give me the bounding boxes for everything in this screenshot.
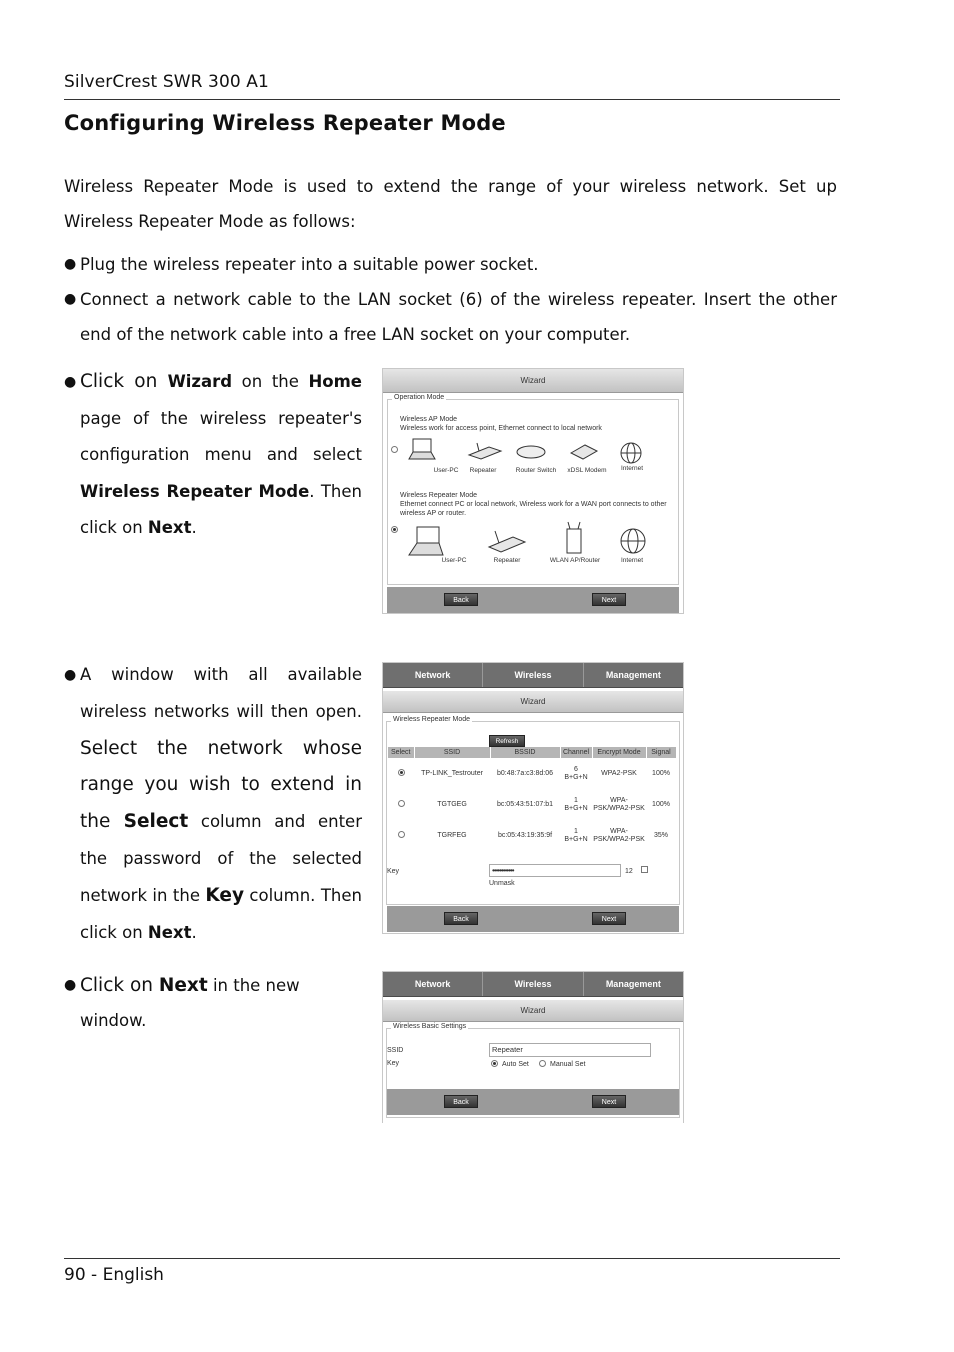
screenshot-network-list bbox=[382, 662, 684, 934]
refresh-button[interactable]: Refresh bbox=[489, 735, 525, 747]
repeater-icon bbox=[487, 527, 527, 555]
select-radio[interactable] bbox=[398, 800, 405, 807]
repeater-mode-title: Wireless Repeater Mode bbox=[400, 492, 478, 499]
screenshot-basic-settings: Network Wireless Management Wizard Wireless Basic Settings SSID Repeater Key Auto Set Manual Set Back Next bbox=[382, 971, 684, 1123]
router-switch-icon bbox=[515, 443, 547, 461]
bullet-dot: ● bbox=[64, 977, 77, 993]
globe-icon bbox=[619, 441, 643, 465]
globe-icon bbox=[619, 527, 647, 555]
button-bar bbox=[387, 906, 679, 932]
key-input[interactable]: •••••••••••• bbox=[489, 864, 621, 877]
key-length: 12 bbox=[625, 868, 633, 875]
access-point-icon bbox=[561, 521, 587, 555]
ap-mode-radio[interactable] bbox=[391, 446, 398, 453]
bullet-cable: ● Connect a network cable to the LAN socket (6) of the wireless repeater. Insert the other end of the network cable into a free LAN socket on your computer. bbox=[64, 282, 837, 352]
bullet-dot: ● bbox=[64, 374, 77, 390]
bullet-dot: ● bbox=[64, 667, 77, 683]
ap-mode-desc: Wireless work for access point, Ethernet connect to local network bbox=[400, 425, 602, 432]
checkbox[interactable] bbox=[641, 866, 648, 873]
page-footer: 90 - English bbox=[64, 1258, 840, 1285]
intro-paragraph: Wireless Repeater Mode is used to extend the range of your wireless network. Set up Wireless Repeater Mode as follows: bbox=[64, 177, 837, 231]
back-button[interactable]: Back bbox=[444, 593, 478, 606]
next-button[interactable]: Next bbox=[592, 593, 626, 606]
next-button[interactable]: Next bbox=[592, 912, 626, 925]
select-radio[interactable] bbox=[398, 831, 405, 838]
ssid-label: SSID bbox=[387, 1047, 404, 1054]
nav-network[interactable]: Network bbox=[383, 663, 483, 687]
ap-mode-title: Wireless AP Mode bbox=[400, 416, 458, 423]
laptop-icon bbox=[407, 525, 447, 557]
unmask-label: Unmask bbox=[489, 880, 515, 887]
back-button[interactable]: Back bbox=[444, 912, 478, 925]
page-header bbox=[64, 72, 840, 100]
repeater-mode-desc: Ethernet connect PC or local network, Wireless work for a WAN port connects to other wireless AP or router. bbox=[400, 501, 667, 517]
top-nav bbox=[383, 663, 683, 688]
wizard-bar: Wizard bbox=[383, 1000, 683, 1022]
repeater-icon bbox=[467, 441, 503, 461]
bullet-dot: ● bbox=[64, 291, 77, 307]
section-title: Configuring Wireless Repeater Mode bbox=[64, 111, 506, 135]
key-label: Key bbox=[387, 1060, 400, 1067]
button-bar bbox=[387, 587, 679, 613]
key-label: Key bbox=[387, 868, 400, 875]
nav-wireless[interactable]: Wireless bbox=[483, 972, 583, 996]
nav-management[interactable]: Management bbox=[605, 979, 661, 989]
repeater-mode-radio[interactable] bbox=[391, 526, 398, 533]
table-row[interactable]: TGTGEG bc:05:43:51:07:b1 1 B+G+N WPA-PSK/WPA2-PSK 100% bbox=[388, 789, 676, 820]
product-name: SilverCrest SWR 300 A1 bbox=[64, 72, 269, 92]
manual-set-radio[interactable] bbox=[539, 1060, 546, 1067]
nav-management[interactable]: Management bbox=[605, 670, 661, 680]
ssid-input[interactable]: Repeater bbox=[489, 1043, 651, 1057]
button-bar bbox=[387, 1089, 679, 1115]
nav-network[interactable]: Network bbox=[383, 972, 483, 996]
select-radio[interactable] bbox=[398, 769, 405, 776]
auto-set-radio[interactable] bbox=[491, 1060, 498, 1067]
repeater-mode-group: Wireless Repeater Mode bbox=[386, 721, 680, 905]
table-row[interactable]: TP-LINK_Testrouter b0:48:7a:c3:8d:06 6 B+G+N WPA2-PSK 100% bbox=[388, 758, 676, 789]
next-button[interactable]: Next bbox=[592, 1095, 626, 1108]
operation-mode-group: Operation Mode bbox=[387, 399, 679, 585]
back-button[interactable]: Back bbox=[444, 1095, 478, 1108]
wizard-bar: Wizard bbox=[383, 369, 683, 393]
nav-wireless[interactable]: Wireless bbox=[483, 663, 583, 687]
screenshot-operation-mode: Wizard Operation Mode Wireless AP Mode Wireless work for access point, Ethernet connect to local network User-PC Repeater Router Switch xDSL Modem Internet Wireless Repeater Mode Ethernet connect PC or local network, Wireless work for a WAN port connects to other wireless AP or router. User-PC Repeater WLAN AP/Router Internet Back Next bbox=[382, 368, 684, 614]
laptop-icon bbox=[407, 437, 437, 461]
network-table: Select SSID BSSID Channel Encrypt Mode Signal TP-LINK_Testrouter b0:48:7a:c3:8d:06 6 B+G+N WPA2-PSK 100% TGTGEG bc:05:43:51:07:b1 1 B+G+N WPA-PSK/WPA2-PSK 100% TGRFEG bc:05:43:19:35:9f 1 B+G+N WPA-PSK/WPA2-PSK 35% bbox=[388, 747, 677, 851]
wizard-bar: Wizard bbox=[383, 691, 683, 713]
table-row[interactable]: TGRFEG bc:05:43:19:35:9f 1 B+G+N WPA-PSK/WPA2-PSK 35% bbox=[388, 820, 676, 851]
bullet-dot: ● bbox=[64, 256, 77, 272]
modem-icon bbox=[569, 441, 599, 461]
basic-settings-group: Wireless Basic Settings bbox=[386, 1028, 680, 1118]
top-nav bbox=[383, 972, 683, 997]
